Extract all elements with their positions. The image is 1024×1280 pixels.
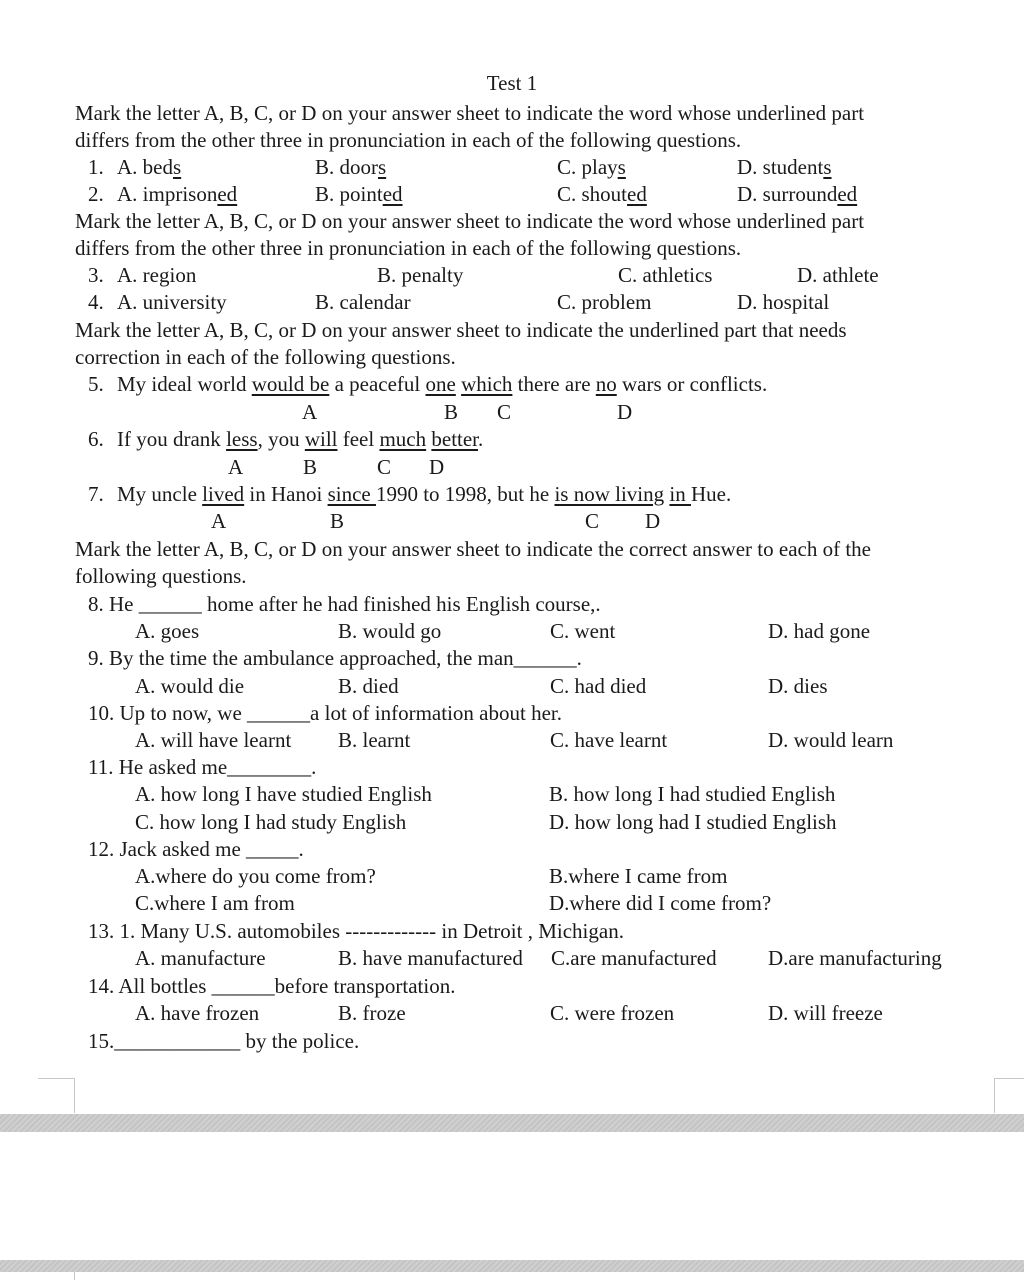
option-c: C. shouted bbox=[557, 182, 647, 206]
answer-letter-c: C bbox=[497, 400, 512, 424]
option-d: D. dies bbox=[768, 674, 828, 698]
question-stem: 12. Jack asked me _____. bbox=[88, 837, 304, 861]
answer-letter-d: D bbox=[645, 509, 661, 533]
option-c: C.are manufactured bbox=[551, 946, 717, 970]
option-d: D. would learn bbox=[768, 728, 894, 752]
option-d: D. how long had I studied English bbox=[549, 810, 837, 834]
answer-letter-d: D bbox=[617, 400, 633, 424]
option-d: D. had gone bbox=[768, 619, 871, 643]
answer-letter-b: B bbox=[444, 400, 459, 424]
question-number: 5. bbox=[88, 372, 104, 396]
option-d: D.where did I come from? bbox=[549, 891, 772, 915]
answer-letter-b: B bbox=[330, 509, 345, 533]
question-stem: 9. By the time the ambulance approached, the man______. bbox=[88, 646, 582, 670]
next-page bbox=[0, 1132, 1024, 1260]
option-d: D. students bbox=[737, 155, 832, 179]
question-stem: 10. Up to now, we ______a lot of information about her. bbox=[88, 701, 562, 725]
question-stem: 15.____________ by the police. bbox=[88, 1029, 360, 1053]
instruction-stress-line1: Mark the letter A, B, C, or D on your answer sheet to indicate the word whose underlined part bbox=[75, 209, 865, 233]
option-c: C. problem bbox=[557, 290, 652, 314]
option-d: D. surrounded bbox=[737, 182, 858, 206]
question-stem: 8. He ______ home after he had finished his English course,. bbox=[88, 592, 601, 616]
option-b: B.where I came from bbox=[549, 864, 728, 888]
option-d: D. hospital bbox=[737, 290, 830, 314]
question-number: 2. bbox=[88, 182, 104, 206]
answer-letter-a: A bbox=[211, 509, 227, 533]
question-stem: 11. He asked me________. bbox=[88, 755, 317, 779]
answer-letter-c: C bbox=[585, 509, 600, 533]
page-title: Test 1 bbox=[486, 71, 538, 95]
instruction-pronunciation-line1: Mark the letter A, B, C, or D on your answer sheet to indicate the word whose underlined part bbox=[75, 101, 865, 125]
margin-corner-mark bbox=[38, 1078, 75, 1113]
option-a: A. beds bbox=[117, 155, 182, 179]
option-a: A. would die bbox=[135, 674, 245, 698]
option-d: D. athlete bbox=[797, 263, 879, 287]
option-c: C.where I am from bbox=[135, 891, 295, 915]
option-c: C. plays bbox=[557, 155, 626, 179]
margin-corner-mark bbox=[74, 1272, 75, 1280]
instruction-correction-line2: correction in each of the following questions. bbox=[75, 345, 456, 369]
question-number: 3. bbox=[88, 263, 104, 287]
answer-letter-a: A bbox=[302, 400, 318, 424]
option-a: A. imprisoned bbox=[117, 182, 238, 206]
option-b: B. froze bbox=[338, 1001, 406, 1025]
option-d: D. will freeze bbox=[768, 1001, 883, 1025]
option-c: C. athletics bbox=[618, 263, 713, 287]
option-a: A. have frozen bbox=[135, 1001, 260, 1025]
option-b: B. how long I had studied English bbox=[549, 782, 836, 806]
option-a: A. will have learnt bbox=[135, 728, 292, 752]
option-a: A.where do you come from? bbox=[135, 864, 376, 888]
option-a: A. how long I have studied English bbox=[135, 782, 432, 806]
page-separator bbox=[0, 1260, 1024, 1272]
option-b: B. doors bbox=[315, 155, 387, 179]
instruction-stress-line2: differs from the other three in pronunciation in each of the following questions. bbox=[75, 236, 742, 260]
instruction-choice-line1: Mark the letter A, B, C, or D on your answer sheet to indicate the correct answer to each of the bbox=[75, 537, 871, 561]
option-b: B. calendar bbox=[315, 290, 411, 314]
option-a: A. goes bbox=[135, 619, 200, 643]
question-number: 4. bbox=[88, 290, 104, 314]
option-a: A. manufacture bbox=[135, 946, 266, 970]
option-c: C. were frozen bbox=[550, 1001, 675, 1025]
option-a: A. region bbox=[117, 263, 197, 287]
question-sentence: My ideal world would be a peaceful one which there are no wars or conflicts. bbox=[117, 372, 768, 396]
option-b: B. pointed bbox=[315, 182, 403, 206]
question-sentence: My uncle lived in Hanoi since 1990 to 1998, but he is now living in Hue. bbox=[117, 482, 732, 506]
margin-corner-mark bbox=[994, 1078, 1024, 1113]
question-stem: 13. 1. Many U.S. automobiles ------------- in Detroit , Michigan. bbox=[88, 919, 624, 943]
answer-letter-a: A bbox=[228, 455, 244, 479]
option-b: B. died bbox=[338, 674, 399, 698]
question-number: 7. bbox=[88, 482, 104, 506]
question-number: 6. bbox=[88, 427, 104, 451]
option-a: A. university bbox=[117, 290, 227, 314]
answer-letter-c: C bbox=[377, 455, 392, 479]
option-c: C. how long I had study English bbox=[135, 810, 407, 834]
next-page bbox=[0, 1272, 1024, 1280]
option-c: C. had died bbox=[550, 674, 647, 698]
instruction-correction-line1: Mark the letter A, B, C, or D on your answer sheet to indicate the underlined part that needs bbox=[75, 318, 847, 342]
question-stem: 14. All bottles ______before transportation. bbox=[88, 974, 456, 998]
instruction-choice-line2: following questions. bbox=[75, 564, 247, 588]
option-c: C. went bbox=[550, 619, 616, 643]
option-b: B. learnt bbox=[338, 728, 411, 752]
option-b: B. have manufactured bbox=[338, 946, 523, 970]
instruction-pronunciation-line2: differs from the other three in pronunciation in each of the following questions. bbox=[75, 128, 742, 152]
question-number: 1. bbox=[88, 155, 104, 179]
option-c: C. have learnt bbox=[550, 728, 668, 752]
option-d: D.are manufacturing bbox=[768, 946, 942, 970]
option-b: B. would go bbox=[338, 619, 442, 643]
page-separator bbox=[0, 1114, 1024, 1132]
answer-letter-b: B bbox=[303, 455, 318, 479]
question-sentence: If you drank less, you will feel much better. bbox=[117, 427, 484, 451]
answer-letter-d: D bbox=[429, 455, 445, 479]
option-b: B. penalty bbox=[377, 263, 464, 287]
